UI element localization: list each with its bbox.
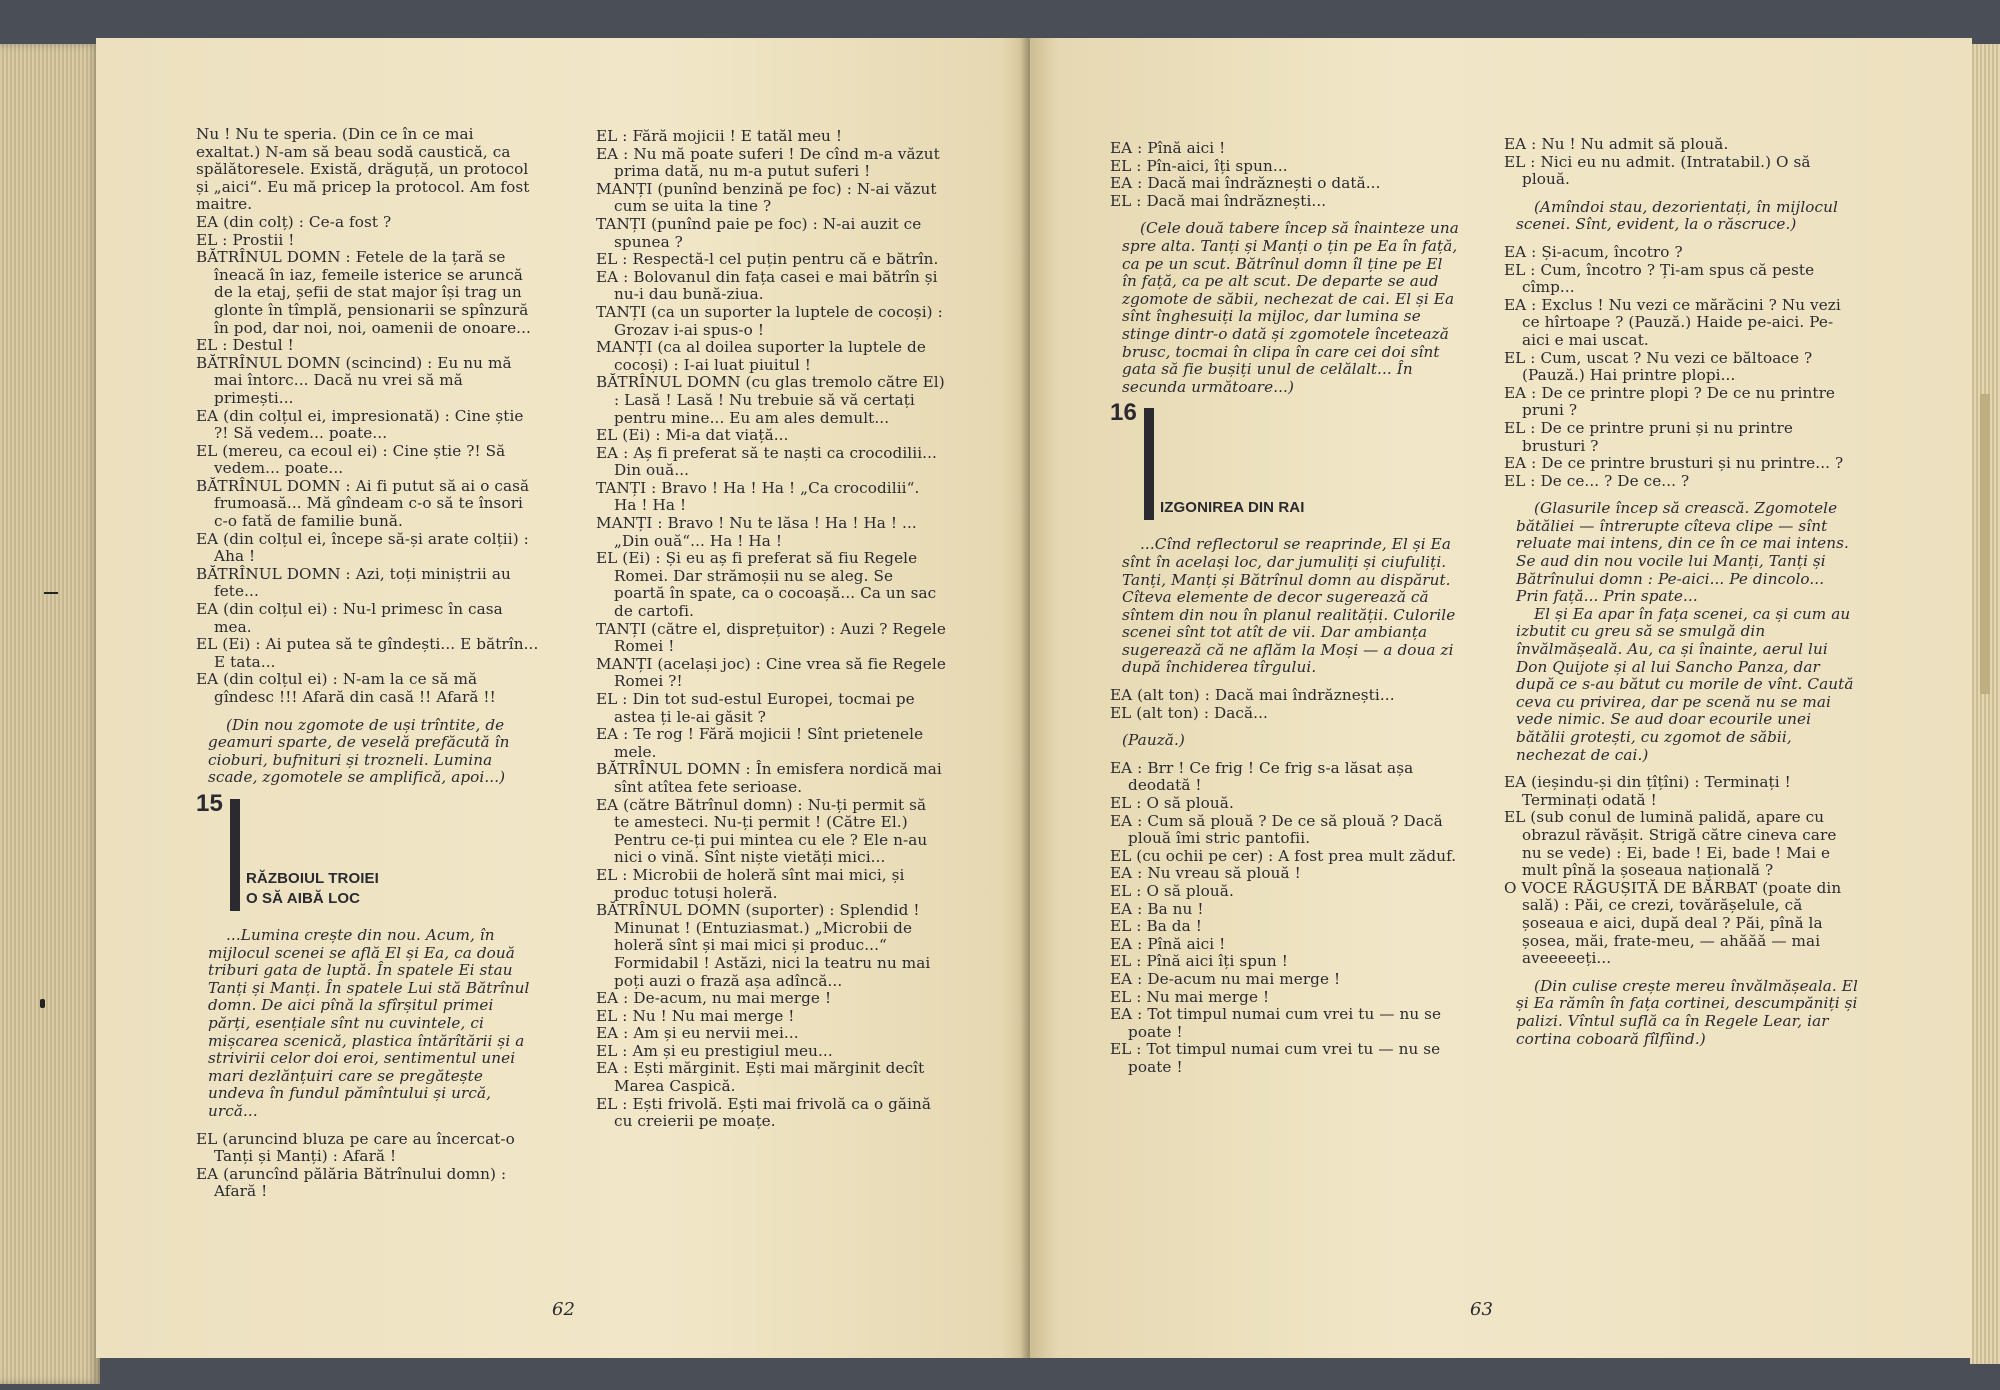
text-block: EL : Cum, încotro ? Ți-am spus că peste cîmp... xyxy=(1504,260,1815,297)
text-block: EA (aruncînd pălăria Bătrînului domn) : Afară ! xyxy=(196,1164,507,1201)
text-block: EL (Ei) : Și eu aș fi preferat să fiu Regele Romei. Dar strămoșii nu se aleg. Se poartă în spate, ca o cocoașă... Ca un sac de cartofi. xyxy=(596,549,937,621)
stage-direction: (Din nou zgomote de uși trîntite, de geamuri sparte, de veselă prefăcută în cioburi, bufnituri și trozneli. Lumina scade, zgomotele se amplifică, apoi...) xyxy=(208,715,510,787)
scene-title xyxy=(1160,498,1304,518)
text-block: TANȚI (către el, disprețuitor) : Auzi ? Regele Romei ! xyxy=(596,619,946,656)
scene-bar xyxy=(230,799,240,911)
stage-direction: (Din culise crește mereu învălmășeala. El și Ea rămîn în fața cortinei, descumpăniți și palizi. Vîntul suflă ca în Regele Lear, iar cortina coboară fîlfîind.) xyxy=(1516,976,1858,1048)
left-page-column-1 xyxy=(196,126,540,1201)
right-page-column-1 xyxy=(1110,140,1460,1077)
scene-title xyxy=(246,869,379,909)
text-block: EL (Ei) : Ai putea să te gîndești... E bătrîn... E tata... xyxy=(196,635,539,671)
scene-title-line: RĂZBOIUL TROIEI xyxy=(246,869,379,887)
right-page-column-2 xyxy=(1504,136,1860,1048)
text-block: MANȚI : Bravo ! Nu te lăsa ! Ha ! Ha ! ...„Din ouă“... Ha ! Ha ! xyxy=(596,514,917,550)
text-block: EA (din colțul ei, începe să-și arate colții) : Aha ! xyxy=(196,529,529,566)
text-block: EL : Ba da ! xyxy=(1110,917,1202,936)
text-block: EL : Din tot sud-estul Europei, tocmai pe astea ți le-ai găsit ? xyxy=(596,690,915,726)
text-block: Nu ! Nu te speria. (Din ce în ce mai exaltat.) N-am să beau sodă caustică, ca spălătoresele. Există, drăguță, un protocol și „aici“. Eu mă pricep la protocol. Am fost maitre. xyxy=(196,125,530,214)
text-block: EA : Bolovanul din fața casei e mai bătrîn și nu-i dau bună-ziua. xyxy=(596,267,938,304)
left-page-column-2 xyxy=(596,128,946,1131)
right-page xyxy=(1030,38,1972,1358)
text-block: EL : De ce printre pruni și nu printre brusturi ? xyxy=(1504,418,1793,455)
text-block: BĂTRÎNUL DOMN : În emisfera nordică mai sînt atîtea fete serioase. xyxy=(596,760,942,796)
stage-direction: El și Ea apar în fața scenei, ca și cum au izbutit cu greu să se smulgă din învălmășeală. Au, ca și înainte, aerul lui Don Quijote și al lui Sancho Panza, dar după ce s-au bătut cu morile de vînt. Caută ceva cu privirea, dar pe scenă nu se mai vede nimic. Se aud doar ecourile unei bătălii grotești, cu zgomot de săbii, nechezat de cai.) xyxy=(1516,604,1854,764)
text-block: EA : Exclus ! Nu vezi ce mărăcini ? Nu vezi ce hîrtoape ? (Pauză.) Haide pe-aici. Pe-aici e mai uscat. xyxy=(1504,295,1841,349)
page-number-left: 62 xyxy=(552,1299,575,1320)
text-block: MANȚI (ca al doilea suporter la luptele de cocoși) : I-ai luat piuitul ! xyxy=(596,338,926,374)
text-block: EA : De ce printre plopi ? De ce nu printre pruni ? xyxy=(1504,383,1836,420)
text-block: EA (din colțul ei) : N-am la ce să mă gîndesc !!! Afară din casă !! Afară !! xyxy=(196,670,496,706)
text-block: TANȚI (ca un suporter la luptele de cocoși) : Grozav i-ai spus-o ! xyxy=(596,302,943,339)
text-block: EA : Brr ! Ce frig ! Ce frig s-a lăsat așa deodată ! xyxy=(1110,758,1414,795)
text-block: EA : Și-acum, încotro ? xyxy=(1504,242,1683,261)
text-block: BĂTRÎNUL DOMN : Ai fi putut să ai o casă frumoasă... Mă gîndeam c-o să te însori c-o fată de familie bună. xyxy=(196,476,530,531)
text-block: TANȚI : Bravo ! Ha ! Ha ! „Ca crocodilii“. Ha ! Ha ! xyxy=(596,478,920,515)
text-block: EA : Nu ! Nu admit să plouă. xyxy=(1504,135,1729,153)
text-block: EA : Pînă aici ! xyxy=(1110,139,1226,157)
text-block: EA : Te rog ! Fără mojicii ! Sînt prietenele mele. xyxy=(596,725,924,761)
text-block: EA : Cum să plouă ? De ce să plouă ? Dacă plouă îmi stric pantofii. xyxy=(1110,811,1443,848)
open-book xyxy=(0,14,2000,1390)
text-block: EL : Microbii de holeră sînt mai mici, și produc totuși holeră. xyxy=(596,865,905,902)
text-block: EL : Nu mai merge ! xyxy=(1110,987,1270,1006)
text-block: EA (din colțul ei) : Nu-l primesc în casa mea. xyxy=(196,600,503,636)
page-tab xyxy=(1980,394,1990,694)
text-block: EL (cu ochii pe cer) : A fost prea mult zăduf. xyxy=(1110,846,1457,865)
left-page xyxy=(96,38,1030,1358)
text-block: EL : Pîn-aici, îți spun... xyxy=(1110,156,1288,175)
text-block: EA : Pînă aici ! xyxy=(1110,934,1226,953)
scene-title-line: IZGONIREA DIN RAI xyxy=(1160,499,1305,517)
text-block: EL : Prostii ! xyxy=(196,230,295,249)
text-block: EL : Am și eu prestigiul meu... xyxy=(596,1041,833,1060)
text-block: EA (din colț) : Ce-a fost ? xyxy=(196,212,392,231)
text-block: TANȚI (punînd paie pe foc) : N-ai auzit ce spunea ? xyxy=(596,214,922,251)
text-block: EL : Nici eu nu admit. (Intratabil.) O să plouă. xyxy=(1504,152,1811,189)
text-block: EL : O să plouă. xyxy=(1110,882,1234,900)
text-block: EL (Ei) : Mi-a dat viață... xyxy=(596,426,789,445)
text-block: EA (către Bătrînul domn) : Nu-ți permit să te amesteci. Nu-ți permit ! (Către El.) Pentru ce-ți pui mintea cu ele ? Ele n-au nici o vină. Sînt niște vietăți mici... xyxy=(596,795,928,867)
text-block: EL : Cum, uscat ? Nu vezi ce băltoace ? (Pauză.) Hai printre plopi... xyxy=(1504,348,1813,385)
text-block: EA : Ba nu ! xyxy=(1110,899,1204,918)
scene-title-line: O SĂ AIBĂ LOC xyxy=(246,889,361,907)
text-block: EA : Nu mă poate suferi ! De cînd m-a văzut prima dată, nu m-a putut suferi ! xyxy=(596,144,940,181)
text-block: BĂTRÎNUL DOMN : Fetele de la țară se îneacă în iaz, femeile isterice se aruncă de la etaj, șefii de stat major își trag un glonte în tîmplă, pensionarii se spînzură în pod, dar noi, noi, oamenii de onoare... xyxy=(196,248,531,337)
text-block: BĂTRÎNUL DOMN : Azi, toți miniștrii au fete... xyxy=(196,564,511,601)
stage-direction: (Amîndoi stau, dezorientați, în mijlocul scenei. Sînt, evident, la o răscruce.) xyxy=(1516,197,1838,234)
stage-direction: ...Cînd reflectorul se reaprinde, El și Ea sînt în același loc, dar jumuliți și ciufuliți. Tanți, Manți și Bătrînul domn au dispărut. Cîteva elemente de decor sugerează că sîntem din nou în planul realității. Culorile scenei sînt tot atît de vii. Dar ambianța sugerează că ne aflăm la Moși — a doua zi după închiderea tîrgului. xyxy=(1122,535,1456,677)
text-block: EL (aruncind bluza pe care au încercat-o Tanți și Manți) : Afară ! xyxy=(196,1129,515,1166)
text-block: EL : Nu ! Nu mai merge ! xyxy=(596,1006,795,1025)
text-block: EA : Am și eu nervii mei... xyxy=(596,1024,799,1043)
text-block: EA : De-acum, nu mai merge ! xyxy=(596,989,832,1008)
scene-heading-16 xyxy=(1110,399,1460,524)
text-block: EA : Nu vreau să plouă ! xyxy=(1110,864,1301,883)
text-block: EA (din colțul ei, impresionată) : Cine știe ?! Să vedem... poate... xyxy=(196,406,524,443)
text-block: EL : De ce... ? De ce... ? xyxy=(1504,471,1690,490)
text-block: BĂTRÎNUL DOMN (suporter) : Splendid ! Minunat ! (Entuziasmat.) „Microbii de holeră sînt și mai mici și produc...“ Formidabil ! Astăzi, nici la teatru nu mai poți auzi o frază așa adîncă... xyxy=(596,901,931,990)
scene-number: 16 xyxy=(1110,399,1137,427)
page-number-right: 63 xyxy=(1470,1299,1493,1320)
stage-direction: ...Lumina crește din nou. Acum, în mijlocul scenei se află El și Ea, ca două triburi gata de luptă. În spatele Ei stau Tanți și Manți. În spatele Lui stă Bătrînul domn. De aici pînă la sfîrșitul primei părți, esențiale sînt nu cuvintele, ci mișcarea scenică, plastica întărîtării și a strivirii celor doi eroi, sentimentul unei mari dezlănțuiri care se pregătește undeva în fundul pămîntului și urcă, urcă... xyxy=(208,925,530,1120)
scene-bar xyxy=(1144,408,1154,520)
text-block: O VOCE RĂGUȘITĂ DE BĂRBAT (poate din sală) : Păi, ce crezi, tovărășelule, că șoseaua e aici, după deal ? Păi, pînă la șosea, măi, frate-meu, — ahăăă — mai aveeeeeți... xyxy=(1504,878,1842,968)
page-edges-right xyxy=(1970,44,2000,1364)
text-block: EA : Tot timpul numai cum vrei tu — nu se poate ! xyxy=(1110,1005,1442,1041)
text-block: EL : Fără mojicii ! E tatăl meu ! xyxy=(596,127,843,145)
page-edges-left xyxy=(0,44,100,1384)
text-block: EL : Destul ! xyxy=(196,336,294,355)
scene-number: 15 xyxy=(196,789,223,817)
text-block: EL (sub conul de lumină palidă, apare cu obrazul răvășit. Strigă către cineva care nu se vede) : Ei, bade ! Ei, bade ! Mai e mult pînă la șoseaua națională ? xyxy=(1504,808,1837,880)
text-block: BĂTRÎNUL DOMN (scincind) : Eu nu mă mai întorc... Dacă nu vrei să mă primești... xyxy=(196,353,512,407)
text-block: EA (alt ton) : Dacă mai îndrăznești... xyxy=(1110,686,1395,705)
text-block: EA : Ești mărginit. Ești mai mărginit decît Marea Caspică. xyxy=(596,1059,925,1096)
text-block: EL (mereu, ca ecoul ei) : Cine știe ?! Să vedem... poate... xyxy=(196,441,506,478)
margin-mark xyxy=(44,592,58,594)
margin-mark xyxy=(40,999,45,1008)
scene-heading-15 xyxy=(196,789,540,915)
text-block: EA : Aș fi preferat să te naști ca crocodilii... Din ouă... xyxy=(596,443,937,480)
text-block: EA (ieșindu-și din țîțîni) : Terminați ! Terminați odată ! xyxy=(1504,773,1791,809)
text-block: EL : Respectă-l cel puțin pentru că e bătrîn. xyxy=(596,250,939,269)
text-block: EL (alt ton) : Dacă... xyxy=(1110,703,1268,722)
text-block: EL : Tot timpul numai cum vrei tu — nu se poate ! xyxy=(1110,1040,1441,1076)
text-block: BĂTRÎNUL DOMN (cu glas tremolo către El) : Lasă ! Lasă ! Nu trebuie să vă certați pentru mine... Eu am ales demult... xyxy=(596,373,945,427)
text-block: MANȚI (punînd benzină pe foc) : N-ai văzut cum se uita la tine ? xyxy=(596,179,937,216)
text-block: EL : Ești frivolă. Ești mai frivolă ca o găină cu creierii pe moațe. xyxy=(596,1094,932,1131)
stage-direction: (Cele două tabere încep să înainteze una spre alta. Tanți și Manți o țin pe Ea în față, ca pe un scut. Bătrînul domn îl ține pe El în față, ca pe alt scut. De departe se aud zgomote de săbii, nechezat de cai. El și Ea sînt înghesuiți la mijloc, dar lumina se stinge dintr-o dată și zgomotele încetează brusc, tocmai în clipa în care cei doi sînt gata să fie bușiți unul de celălalt... În secunda următoare...) xyxy=(1122,219,1459,396)
text-block: EL : Dacă mai îndrăznești... xyxy=(1110,191,1327,210)
text-block: EL : O să plouă. xyxy=(1110,794,1234,813)
stage-direction: (Pauză.) xyxy=(1122,731,1185,750)
text-block: EA : Dacă mai îndrăznești o dată... xyxy=(1110,174,1381,193)
text-block: EA : De ce printre brusturi și nu printre... ? xyxy=(1504,454,1844,473)
text-block: EL : Pînă aici îți spun ! xyxy=(1110,952,1288,971)
text-block: EA : De-acum nu mai merge ! xyxy=(1110,969,1341,988)
text-block: MANȚI (același joc) : Cine vrea să fie Regele Romei ?! xyxy=(596,654,946,691)
stage-direction: (Glasurile încep să crească. Zgomotele bătăliei — întrerupte cîteva clipe — sînt reluate mai intens, din ce în ce mai intens. Se aud din nou vocile lui Manți, Tanți și Bătrînului domn : Pe-aici... Pe dincolo... Prin față... Prin spate... xyxy=(1516,499,1849,606)
